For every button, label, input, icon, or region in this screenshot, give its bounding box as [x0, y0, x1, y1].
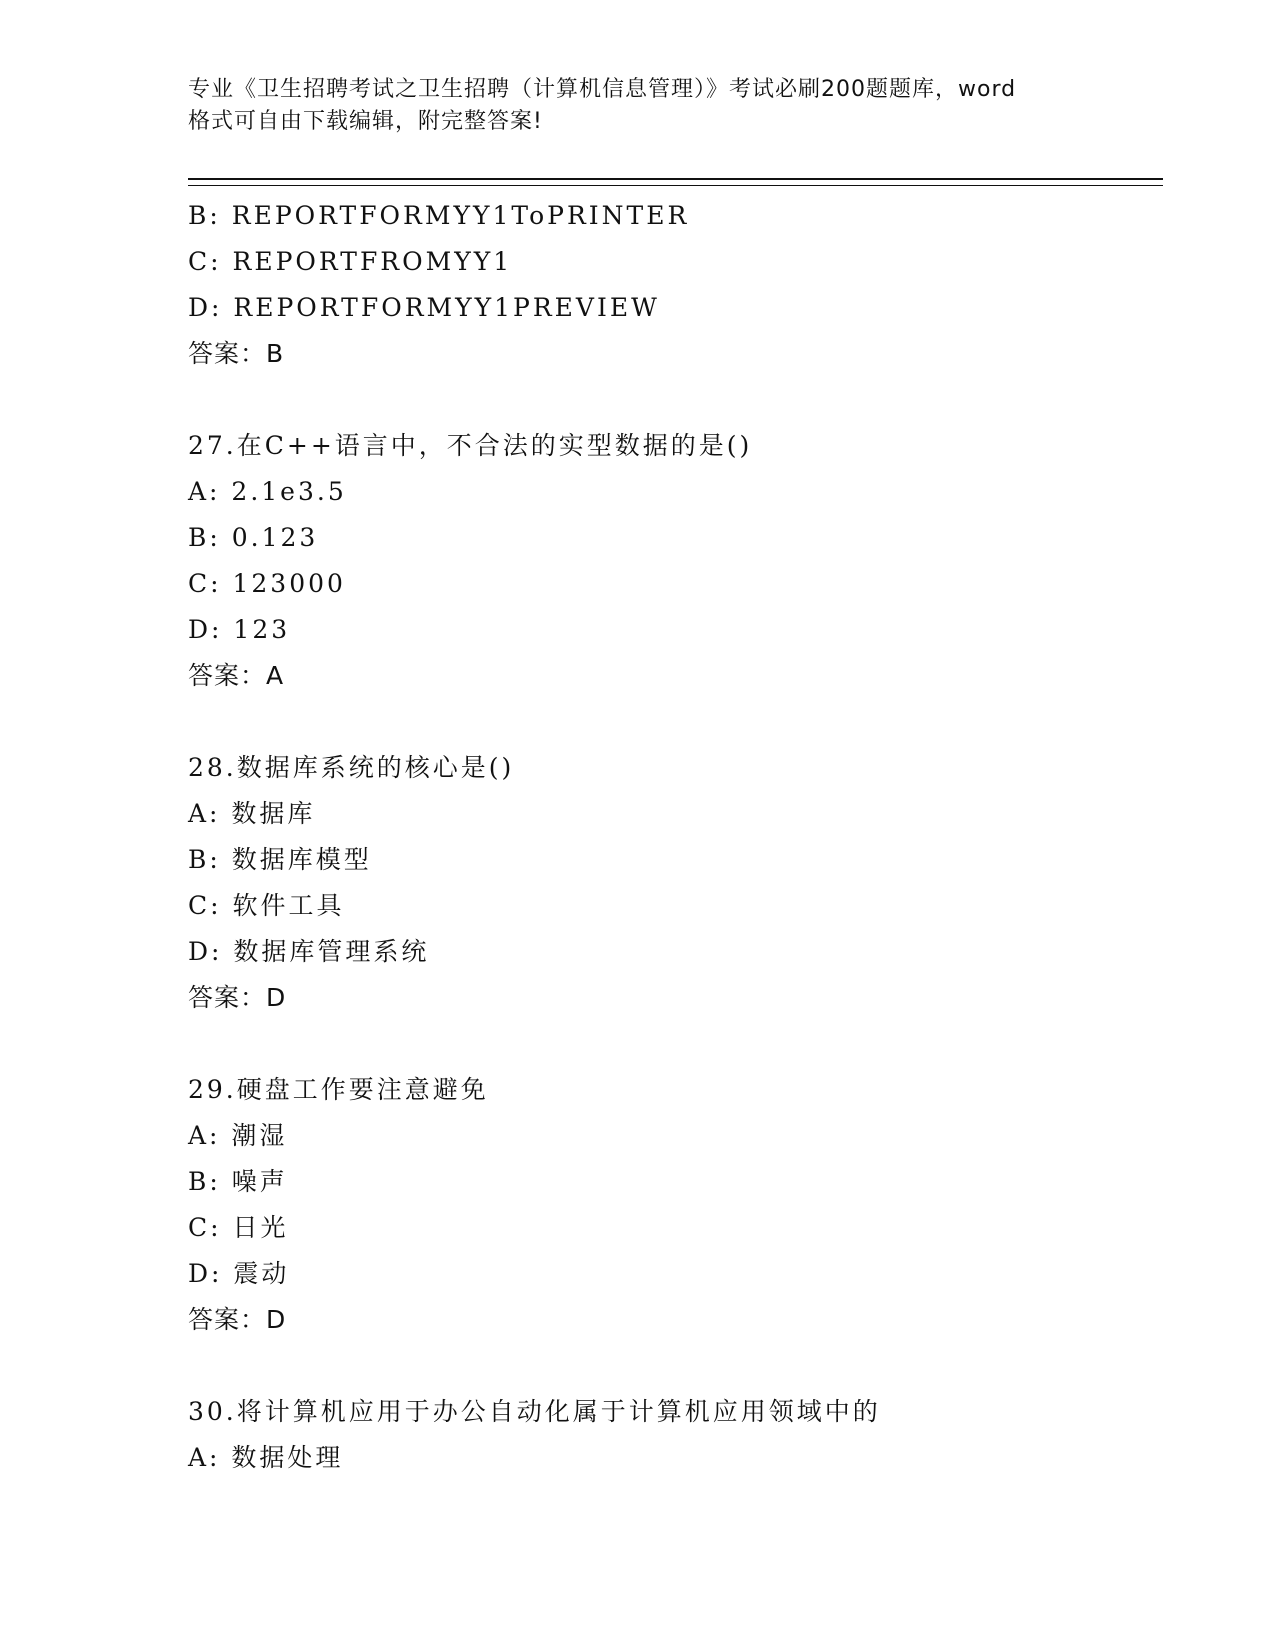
option-c: C: 软件工具 [188, 891, 345, 920]
option-b: B: 数据库模型 [188, 845, 372, 874]
option-b: B: 噪声 [188, 1167, 288, 1196]
question-stem: 28.数据库系统的核心是() [188, 753, 515, 782]
question-27 [188, 423, 1163, 699]
answer-line: 答案：A [188, 661, 285, 690]
option-d: D: 震动 [188, 1259, 290, 1288]
header-divider [188, 178, 1163, 186]
option-c: C: REPORTFROMYY1 [188, 247, 513, 276]
header-line-2: 格式可自由下载编辑，附完整答案! [188, 109, 543, 134]
option-b: B: REPORTFORMYY1ToPRINTER [188, 201, 690, 230]
option-a: A: 数据库 [188, 799, 316, 828]
option-a: A: 潮湿 [188, 1121, 288, 1150]
question-fragment [188, 193, 1163, 377]
answer-line: 答案：D [188, 1305, 287, 1334]
option-d: D: REPORTFORMYY1PREVIEW [188, 293, 660, 322]
question-stem: 30.将计算机应用于办公自动化属于计算机应用领域中的 [188, 1397, 881, 1426]
question-28 [188, 745, 1163, 1021]
question-30 [188, 1389, 1163, 1481]
option-d: D: 123 [188, 615, 291, 644]
header-line-1: 专业《卫生招聘考试之卫生招聘（计算机信息管理）》考试必刷200题题库，word [188, 77, 1017, 102]
option-a: A: 数据处理 [188, 1443, 344, 1472]
answer-line: 答案：B [188, 339, 285, 368]
question-stem: 29.硬盘工作要注意避免 [188, 1075, 489, 1104]
question-29 [188, 1067, 1163, 1343]
document-header [188, 74, 1088, 138]
question-list [188, 193, 1163, 1481]
option-a: A: 2.1e3.5 [188, 477, 347, 506]
option-b: B: 0.123 [188, 523, 319, 552]
answer-line: 答案：D [188, 983, 287, 1012]
question-stem: 27.在C++语言中，不合法的实型数据的是() [188, 431, 753, 460]
option-c: C: 日光 [188, 1213, 289, 1242]
option-d: D: 数据库管理系统 [188, 937, 430, 966]
option-c: C: 123000 [188, 569, 346, 598]
